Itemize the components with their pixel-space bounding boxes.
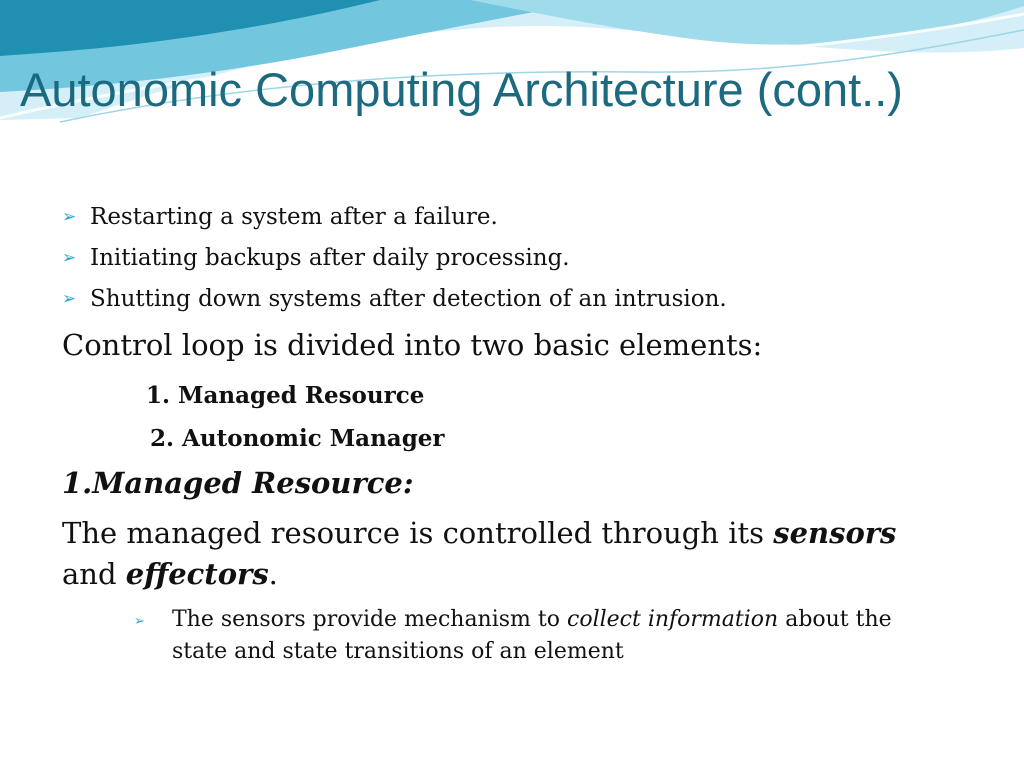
element-item-2: [150, 425, 445, 452]
bullet-item-2: [62, 245, 570, 271]
slide-title: Autonomic Computing Architecture (cont..): [20, 63, 903, 116]
element-item-1: [146, 382, 424, 409]
bullet-item-1: [62, 204, 498, 230]
arrow-bullet-icon: ➢: [62, 207, 77, 227]
managed-resource-description-line-2: [62, 557, 278, 591]
arrow-bullet-icon: ➢: [62, 248, 77, 268]
desc-text: and: [62, 557, 126, 591]
element-number: 2.: [150, 425, 175, 452]
sub-bullet-text-part1: The sensors provide mechanism to: [172, 607, 567, 632]
desc-period: .: [268, 557, 278, 591]
bullet-text: Initiating backups after daily processing.: [90, 245, 570, 271]
sub-bullet-text: [172, 604, 934, 668]
bullet-item-3: [62, 286, 727, 312]
sensors-emphasis: sensors: [773, 516, 897, 550]
sub-bullet-item: [134, 604, 934, 668]
bullet-text: Restarting a system after a failure.: [90, 204, 498, 230]
element-number: 1.: [146, 382, 171, 409]
element-label: Autonomic Manager: [182, 425, 445, 452]
desc-text: The managed resource is controlled through its: [62, 516, 774, 550]
managed-resource-description-line-1: [62, 516, 896, 550]
control-loop-text: Control loop is divided into two basic elements:: [62, 328, 763, 362]
bullet-text: Shutting down systems after detection of an intrusion.: [90, 286, 727, 312]
section-heading: 1.Managed Resource:: [62, 466, 414, 500]
element-label: Managed Resource: [178, 382, 425, 409]
sub-bullet-text-part2: about the state and state transitions of an element: [172, 607, 892, 664]
effectors-emphasis: effectors: [125, 557, 269, 591]
arrow-bullet-icon: ➢: [62, 289, 77, 309]
arrow-bullet-icon: ➢: [134, 614, 145, 629]
collect-information-emphasis: collect information: [567, 607, 779, 632]
